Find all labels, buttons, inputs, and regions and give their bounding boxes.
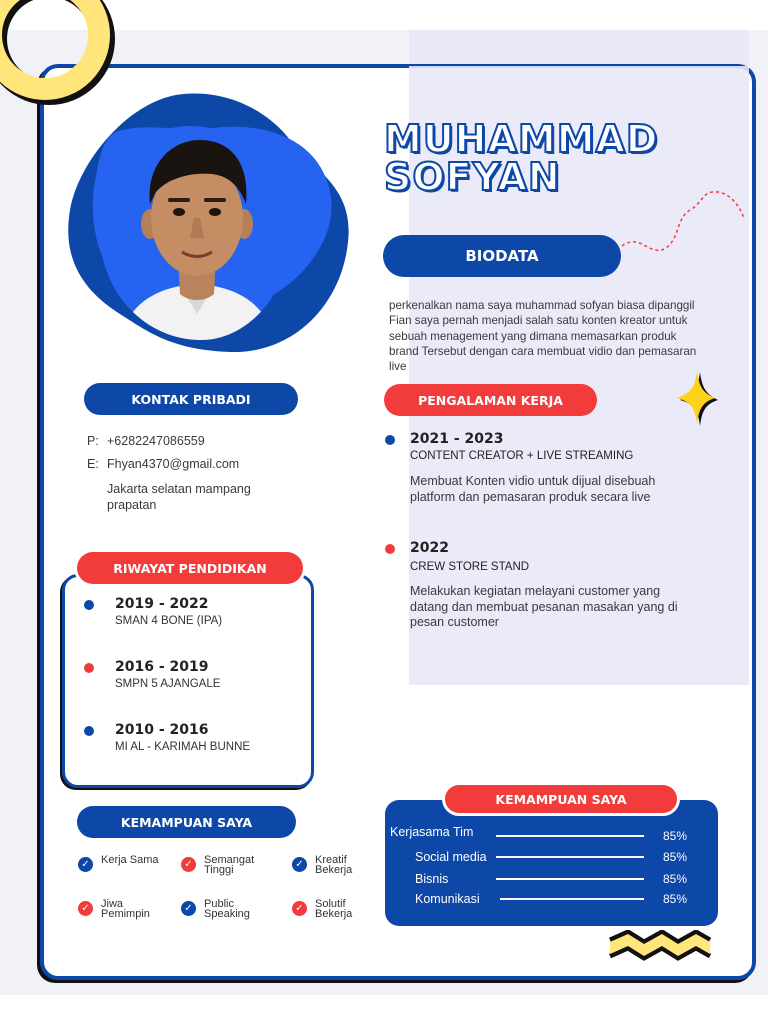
email-value: Fhyan4370@gmail.com (107, 457, 240, 471)
check-icon: ✓ (78, 901, 93, 916)
phone-value: +6282247086559 (107, 434, 205, 448)
email-key: E: (87, 457, 99, 471)
first-name: MUHAMMAD (384, 117, 659, 161)
skill-level-3-label: Bisnis (415, 872, 449, 886)
check-icon: ✓ (292, 857, 307, 872)
check-icon: ✓ (181, 901, 196, 916)
biodata-text: perkenalkan nama saya muhammad sofyan biasa dipanggil Fian saya pernah menjadi salah satu konten kreator untuk sebuah menagement yang dimana memasarkan produk brand Tersebut dengan cara membuat vidio dan pemasaran live (389, 299, 697, 374)
biodata-heading: BIODATA (383, 235, 621, 277)
experience-dot-1 (385, 435, 395, 445)
experience-1-role: CONTENT CREATOR + LIVE STREAMING (410, 450, 634, 462)
skill-level-3-line (496, 878, 644, 880)
experience-2-role: CREW STORE STAND (410, 561, 530, 573)
skill-level-4-label: Komunikasi (415, 892, 480, 906)
education-dot-1 (84, 600, 94, 610)
education-2-school: SMPN 5 AJANGALE (115, 678, 221, 690)
education-3-school: MI AL - KARIMAH BUNNE (115, 741, 251, 753)
skill-level-4-line (500, 898, 644, 900)
experience-1-desc: Membuat Konten vidio untuk dijual disebuah platform dan pemasaran produk secara live (410, 474, 656, 504)
soft-skill-6 (292, 899, 385, 919)
skill-level-3-percent: 85% (663, 872, 688, 886)
education-dot-3 (84, 726, 94, 736)
skill-level-1-line (496, 835, 644, 837)
soft-skill-3 (292, 855, 385, 875)
dotted-curve-decoration (620, 188, 746, 260)
soft-skill-2 (181, 855, 274, 875)
soft-skill-5 (181, 899, 274, 919)
skill-level-2-line (496, 856, 644, 858)
experience-dot-2 (385, 544, 395, 554)
phone-key: P: (87, 434, 99, 448)
soft-skill-4 (78, 899, 171, 919)
soft-skill-3-label: Kreatif Bekerja (315, 854, 353, 876)
soft-skills-heading: KEMAMPUAN SAYA (77, 806, 296, 838)
soft-skill-2-label: Semangat Tinggi (204, 854, 255, 876)
soft-skill-5-label: Public Speaking (204, 898, 250, 920)
education-3-years: 2010 - 2016 (115, 722, 209, 738)
education-heading: RIWAYAT PENDIDIKAN (77, 552, 303, 584)
skill-level-1-label: Kerjasama Tim (390, 825, 474, 839)
experience-2-years: 2022 (410, 540, 449, 556)
experience-heading: PENGALAMAN KERJA (384, 384, 597, 416)
skill-levels-heading: KEMAMPUAN SAYA (445, 785, 677, 813)
check-icon: ✓ (78, 857, 93, 872)
skill-level-2-label: Social media (415, 850, 487, 864)
profile-name (384, 117, 659, 199)
star-icon (676, 370, 720, 426)
experience-1-years: 2021 - 2023 (410, 431, 504, 447)
soft-skill-4-label: Jiwa Pemimpin (101, 898, 150, 920)
skill-level-1-percent: 85% (663, 829, 688, 843)
education-1-school: SMAN 4 BONE (IPA) (115, 615, 223, 627)
last-name: SOFYAN (384, 155, 561, 199)
education-1-years: 2019 - 2022 (115, 596, 209, 612)
contact-email-row (87, 457, 239, 471)
experience-2-desc: Melakukan kegiatan melayani customer yang datang dan membuat pesanan masakan yang di pesan customer (410, 584, 678, 629)
zigzag-decoration (608, 930, 712, 964)
check-icon: ✓ (181, 857, 196, 872)
soft-skill-6-label: Solutif Bekerja (315, 898, 353, 920)
skill-level-4-percent: 85% (663, 892, 688, 906)
soft-skill-1 (78, 855, 171, 872)
contact-heading: KONTAK PRIBADI (84, 383, 298, 415)
contact-phone-row (87, 434, 205, 448)
soft-skill-1-label: Kerja Sama (101, 854, 159, 866)
check-icon: ✓ (292, 901, 307, 916)
education-2-years: 2016 - 2019 (115, 659, 209, 675)
education-dot-2 (84, 663, 94, 673)
skill-level-2-percent: 85% (663, 850, 688, 864)
contact-address: Jakarta selatan mampang prapatan (107, 482, 251, 512)
